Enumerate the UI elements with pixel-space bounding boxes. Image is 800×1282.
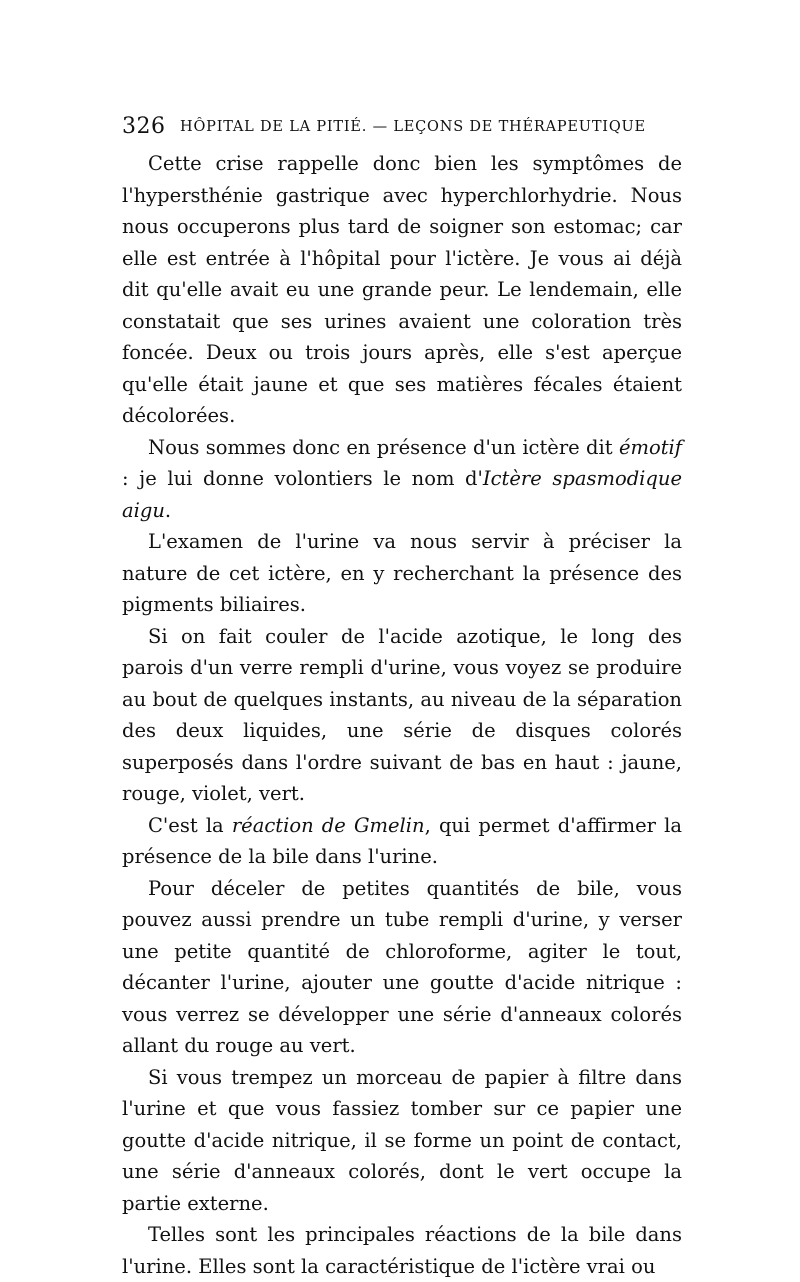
page-number: 326 [122, 114, 166, 139]
emphasis-term: Ictère spasmodique aigu [122, 467, 683, 522]
emphasis-term: réaction de Gmelin [231, 813, 425, 837]
running-head [122, 114, 682, 144]
paragraph-ictere-emotif [122, 432, 682, 527]
paragraph-acide-azotique: Si on fait couler de l'acide azotique, le long des parois d'un verre rempli d'urine, vous voyez se produire au bout de quelques instants, au niveau de la séparation des deux liquides, une série de disques colorés superposés dans l'ordre suivant de bas en haut : jaune, rouge, violet, vert. [122, 624, 682, 805]
running-title: HÔPITAL DE LA PITIÉ. — LEÇONS DE THÉRAPEUTIQUE [180, 119, 646, 135]
paragraph-reactions-bile: Telles sont les principales réactions de la bile dans l'urine. Elles sont la caractéristique de l'ictère vrai ou [122, 1223, 682, 1278]
paragraph-text: C'est la [148, 813, 232, 837]
body-text [122, 148, 682, 1282]
emphasis-term: émotif [618, 435, 682, 459]
paragraph-text: . [164, 498, 172, 522]
paragraph-papier-filtre: Si vous trempez un morceau de papier à filtre dans l'urine et que vous fassiez tomber sur ce papier une goutte d'acide nitrique, il se forme un point de contact, une série d'anneaux colorés, dont le vert occupe la partie externe. [122, 1065, 682, 1215]
paragraph-text: , qui permet d'affirmer la présence de la bile dans l'urine. [122, 813, 682, 868]
paragraph-examen-urine: L'examen de l'urine va nous servir à préciser la nature de cet ictère, en y recherchant la présence des pigments biliaires. [122, 530, 682, 616]
paragraph-text: : je lui donne volontiers le nom d' [122, 467, 483, 490]
paragraph-crise: Cette crise rappelle donc bien les symptômes de l'hypersthénie gastrique avec hyperchlorhydrie. Nous nous occuperons plus tard de soigner son estomac; car elle est entrée à l'hôpital pour l'ictère. Je vous ai déjà dit qu'elle avait eu une grande peur. Le lendemain, elle constatait que ses urines avaient une coloration très foncée. Deux ou trois jours après, elle s'est aperçue qu'elle était jaune et que ses matières fécales étaient décolorées. [122, 152, 682, 427]
paragraph-text: Nous sommes donc en présence d'un ictère dit [148, 435, 619, 459]
paragraph-chloroforme: Pour déceler de petites quantités de bile, vous pouvez aussi prendre un tube rempli d'urine, y verser une petite quantité de chloroforme, agiter le tout, décanter l'urine, ajouter une goutte d'acide nitrique : vous verrez se développer une série d'anneaux colorés allant du rouge au vert. [122, 876, 682, 1057]
paragraph-reaction-gmelin [122, 810, 682, 873]
